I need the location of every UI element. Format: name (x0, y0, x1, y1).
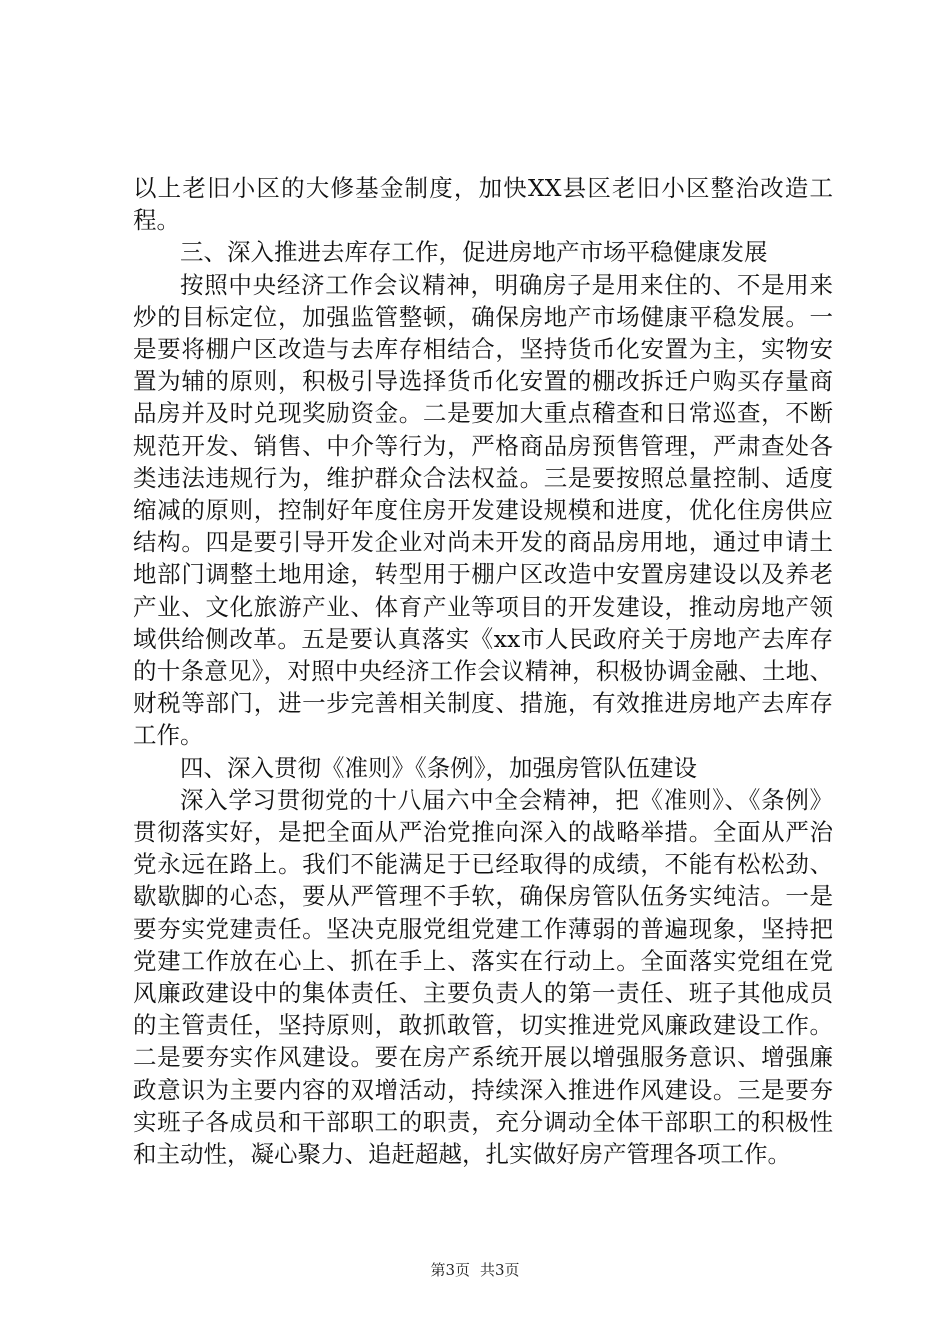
section-heading-4: 四、深入贯彻《准则》《条例》，加强房管队伍建设 (180, 753, 697, 782)
document-body (133, 172, 833, 1170)
paragraph-destocking: 按照中央经济工作会议精神，明确房子是用来住的、不是用来炒的目标定位，加强监管整顿，确保房地产市场健康平稳发展。一是要将棚户区改造与去库存相结合，坚持货币化安置为主，实物安置为辅的原则，积极引导选择货币化安置的棚改拆迁户购买存量商品房并及时兑现奖励资金。二是要加大重点稽查和日常巡查，不断规范开发、销售、中介等行为，严格商品房预售管理，严肃查处各类违法违规行为，维护群众合法权益。三是要按照总量控制、适度缩减的原则，控制好年度住房开发建设规模和进度，优化住房供应结构。四是要引导开发企业对尚未开发的商品房用地，通过申请土地部门调整土地用途，转型用于棚户区改造中安置房建设以及养老产业、文化旅游产业、体育产业等项目的开发建设，推动房地产领域供给侧改革。五是要认真落实《xx市人民政府关于房地产去库存的十条意见》，对照中央经济工作会议精神，积极协调金融、土地、财税等部门，进一步完善相关制度、措施，有效推进房地产去库存工作。 (133, 270, 833, 750)
page-total: 共3页 (480, 1261, 520, 1279)
page-number: 第3页 (430, 1261, 470, 1279)
paragraph-continuation: 以上老旧小区的大修基金制度，加快XX县区老旧小区整治改造工程。 (133, 174, 833, 235)
paragraph-team-building: 深入学习贯彻党的十八届六中全会精神，把《准则》、《条例》贯彻落实好，是把全面从严治党推向深入的战略举措。全面从严治党永远在路上。我们不能满足于已经取得的成绩，不能有松松劲、歇歇脚的心态，要从严管理不手软，确保房管队伍务实纯洁。一是要夯实党建责任。坚决克服党组党建工作薄弱的普遍现象，坚持把党建工作放在心上、抓在手上、落实在行动上。全面落实党组在党风廉政建设中的集体责任、主要负责人的第一责任、班子其他成员的主管责任，坚持原则，敢抓敢管，切实推进党风廉政建设工作。二是要夯实作风建设。要在房产系统开展以增强服务意识、增强廉政意识为主要内容的双增活动，持续深入推进作风建设。三是要夯实班子各成员和干部职工的职责，充分调动全体干部职工的积极性和主动性，凝心聚力、追赶超越，扎实做好房产管理各项工作。 (133, 785, 833, 1169)
page-footer (0, 1260, 950, 1280)
section-heading-3: 三、深入推进去库存工作，促进房地产市场平稳健康发展 (180, 238, 768, 267)
